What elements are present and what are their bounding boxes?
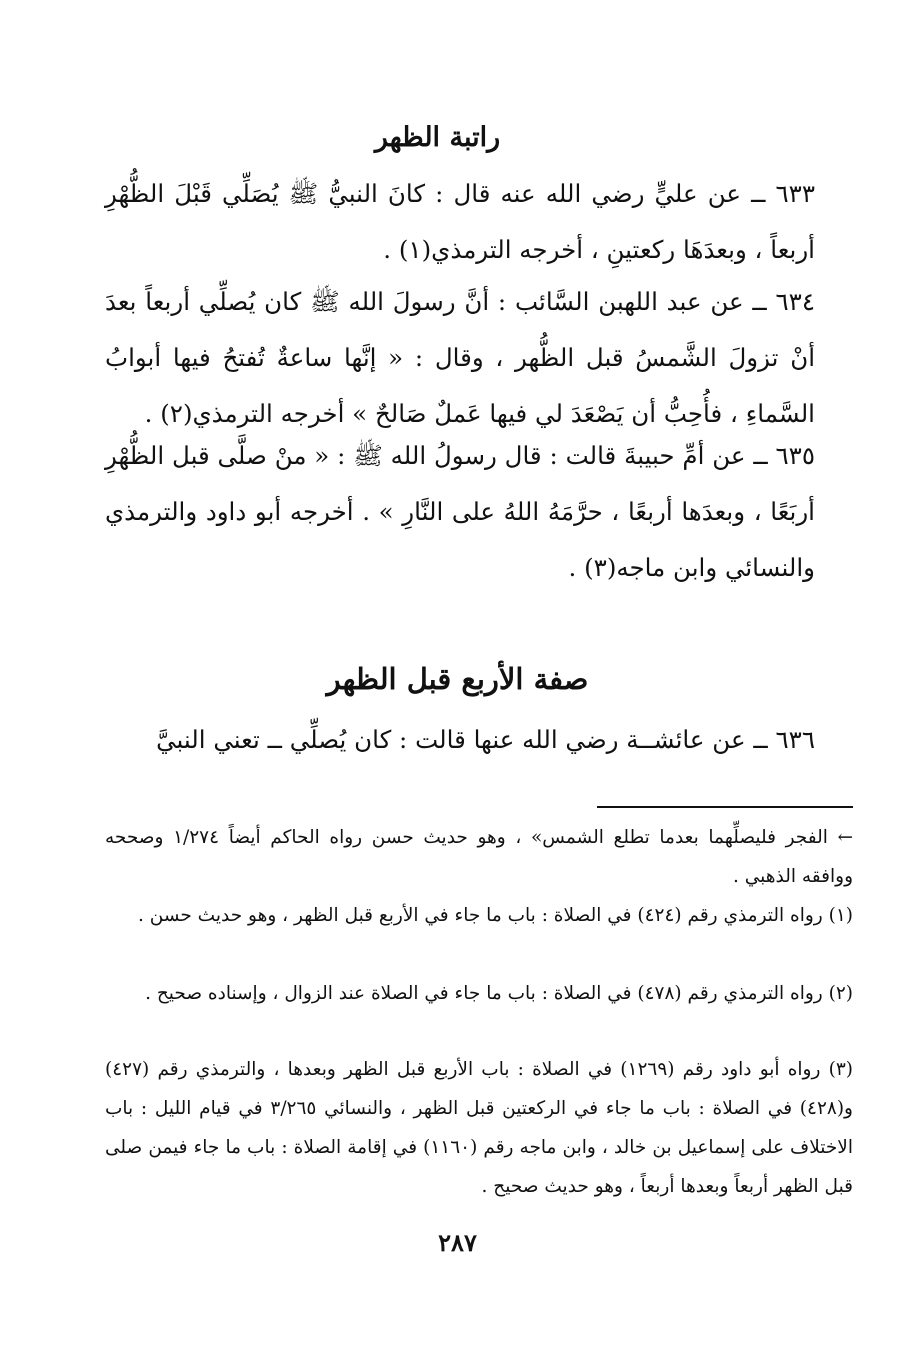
section-heading-ratibat-al-zuhr: راتبة الظهر	[374, 122, 501, 153]
section-heading-four-before-zuhr: صفة الأربع قبل الظهر	[326, 662, 589, 696]
footnote-separator	[597, 806, 853, 808]
page-number: ٢٨٧	[438, 1228, 477, 1257]
hadith-635: ٦٣٥ ــ عن أمِّ حبيبةَ قالت : قال رسولُ الله ﷺ : « منْ صلَّى قبل الظُّهْرِ أربَعًا ، وبعدَها أربعًا ، حرَّمَهُ اللهُ على النَّارِ » . أخرجه أبو داود والترمذي والنسائي وابن ماجه(٣) .	[105, 441, 815, 582]
hadith-634: ٦٣٤ ــ عن عبد اللهبن السَّائب : أنَّ رسولَ الله ﷺ كان يُصلِّي أربعاً بعدَ أنْ تزولَ الشَّمسُ قبل الظُّهر ، وقال : « إنَّها ساعةٌ تُفتحُ فيها أبوابُ السَّماءِ ، فأُحِبُّ أن يَصْعَدَ لي فيها عَملٌ صَالحٌ » أخرجه الترمذي(٢) .	[105, 287, 815, 428]
footnote-3: (٣) رواه أبو داود رقم (١٢٦٩) في الصلاة : باب الأربع قبل الظهر وبعدها ، والترمذي رقم (٤٢٧) و(٤٢٨) في الصلاة : باب ما جاء في الركعتين قبل الظهر ، والنسائي ٣/٢٦٥ في قيام الليل : باب الاختلاف على إسماعيل بن خالد ، وابن ماجه رقم (١١٦٠) في إقامة الصلاة : باب ما جاء فيمن صلى قبل الظهر أربعاً وبعدها أربعاً ، وهو حديث صحيح .	[105, 1059, 853, 1197]
hadith-633: ٦٣٣ ــ عن عليٍّ رضي الله عنه قال : كانَ النبيُّ ﷺ يُصَلِّي قَبْلَ الظُّهْرِ أربعاً ، وبعدَهَا ركعتينِ ، أخرجه الترمذي(١) .	[105, 179, 815, 264]
hadith-636: ٦٣٦ ــ عن عائشــة رضي الله عنها قالت : كان يُصلِّي ــ تعني النبيَّ	[156, 725, 815, 754]
footnote-continued: ← الفجر فليصلِّهما بعدما تطلع الشمس» ، وهو حديث حسن رواه الحاكم أيضاً ١/٢٧٤ وصححه ووافقه الذهبي .	[105, 827, 853, 887]
footnote-2: (٢) رواه الترمذي رقم (٤٧٨) في الصلاة : باب ما جاء في الصلاة عند الزوال ، وإسناده صحيح .	[145, 983, 853, 1004]
footnote-1: (١) رواه الترمذي رقم (٤٢٤) في الصلاة : باب ما جاء في الأربع قبل الظهر ، وهو حديث حسن .	[138, 905, 853, 926]
